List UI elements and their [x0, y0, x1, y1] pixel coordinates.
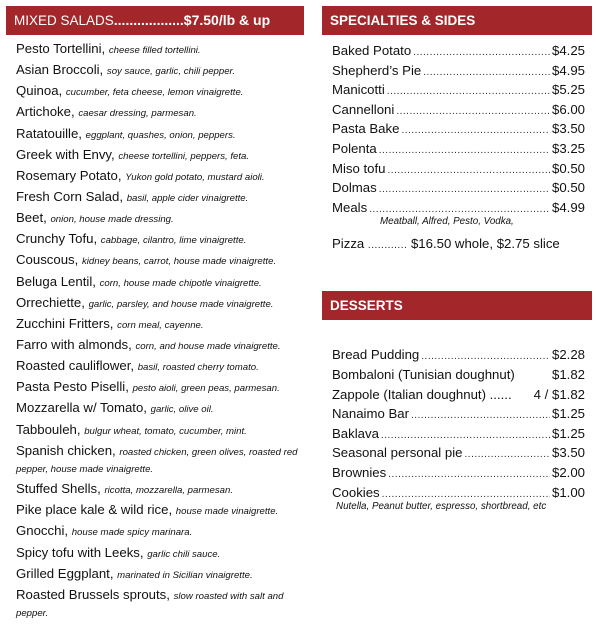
menu-item: Pasta Bake ..... $3.50: [332, 119, 585, 139]
cookies-note: Nutella, Peanut butter, espresso, shortbread, etc: [336, 501, 547, 513]
salad-item: Roasted Brussels sprouts, slow roasted with salt and pepper.: [16, 586, 284, 620]
salad-item: Mozzarella w/ Tomato, garlic, olive oil.: [16, 400, 214, 416]
menu-item: Miso tofu ..... $0.50: [332, 159, 585, 179]
pizza-label: Pizza: [332, 236, 365, 252]
specialties-banner: [322, 6, 592, 35]
salad-item: Spanish chicken, roasted chicken, green olives, roasted red pepper, house made vinaigrette.: [16, 442, 298, 475]
menu-item: Zappole (Italian doughnut) ...... 4 / $1.82: [332, 386, 585, 402]
salad-item: Spicy tofu with Leeks, garlic chili sauce.: [16, 544, 221, 560]
menu-item: Seasonal personal pie ..... $3.50: [332, 443, 585, 463]
menu-item: Brownies ..... $2.00: [332, 463, 585, 483]
leader-dots: [465, 445, 550, 465]
right-column: [322, 6, 592, 514]
salad-item: Quinoa, cucumber, feta cheese, lemon vinaigrette.: [16, 83, 244, 99]
pizza-line: [332, 236, 585, 251]
salad-item: Pasta Pesto Piselli, pesto aioli, green peas, parmesan.: [16, 379, 280, 395]
salad-item: Ratatouille, eggplant, quashes, onion, peppers.: [16, 125, 236, 141]
leader-dots: [401, 121, 550, 141]
desserts-title: DESSERTS: [330, 298, 403, 314]
menu-item: Baklava ..... $1.25: [332, 424, 585, 444]
menu-item: Manicotti ..... $5.25: [332, 80, 585, 100]
salad-item: Asian Broccoli, soy sauce, garlic, chili pepper.: [16, 62, 236, 78]
menu-item: Dolmas ..... $0.50: [332, 178, 585, 198]
specialties-title: SPECIALTIES & SIDES: [330, 13, 476, 28]
desserts-banner: [322, 291, 592, 320]
salad-item: Stuffed Shells, ricotta, mozzarella, parmesan.: [16, 481, 233, 497]
salad-item: Orrechiette, garlic, parsley, and house made vinaigrette.: [16, 294, 274, 310]
meals-note: Meatball, Alfred, Pesto, Vodka,: [380, 216, 514, 228]
leader-dots: [423, 63, 550, 83]
leader-dots: [411, 406, 550, 426]
salad-item: Couscous, kidney beans, carrot, house made vinaigrette.: [16, 252, 277, 268]
pizza-dots: ............: [367, 240, 408, 252]
menu-item: Polenta ..... $3.25: [332, 139, 585, 159]
menu-item: Baked Potato ..... $4.25: [332, 41, 585, 61]
menu-item: Bread Pudding ..... $2.28: [332, 345, 585, 365]
specialties-list: [332, 41, 585, 251]
leader-dots: [413, 43, 550, 63]
menu-item: Shepherd’s Pie ..... $4.95: [332, 61, 585, 81]
salad-item: Beet, onion, house made dressing.: [16, 210, 174, 226]
leader-dots: [388, 161, 550, 181]
leader-dots: [387, 82, 550, 102]
leader-dots: [379, 141, 550, 161]
salad-item: Zucchini Fritters, corn meal, cayenne.: [16, 315, 204, 331]
mixed-salads-price: ..................$7.50/lb & up: [113, 12, 271, 28]
menu-item: Bombaloni (Tunisian doughnut) $1.82: [332, 366, 585, 382]
salad-item: Tabbouleh, bulgur wheat, tomato, cucumber, mint.: [16, 421, 247, 437]
salad-item: Farro with almonds, corn, and house made vinaigrette.: [16, 336, 281, 352]
salad-item: Artichoke, caesar dressing, parmesan.: [16, 104, 197, 120]
salad-item: Pesto Tortellini, cheese filled tortellini.: [16, 41, 201, 56]
salad-item: Beluga Lentil, corn, house made chipotle vinaigrette.: [16, 273, 262, 289]
desserts-list: [332, 345, 585, 514]
leader-dots: [379, 180, 550, 200]
salad-item: Fresh Corn Salad, basil, apple cider vinaigrette.: [16, 188, 249, 204]
menu-item: Meals ..... $4.99: [332, 198, 585, 218]
menu-item: Cannelloni ..... $6.00: [332, 100, 585, 120]
mixed-salads-section: [6, 6, 302, 625]
salad-item: Greek with Envy, cheese tortellini, peppers, feta.: [16, 146, 250, 162]
mixed-salads-title: MIXED SALADS: [14, 13, 114, 28]
pizza-price: $16.50 whole, $2.75 slice: [410, 236, 560, 252]
leader-dots: [388, 465, 550, 485]
salad-item: Gnocchi, house made spicy marinara.: [16, 523, 193, 539]
salad-item: Roasted cauliflower, basil, roasted cherry tomato.: [16, 358, 259, 374]
menu-item: Cookies ..... $1.00: [332, 483, 585, 503]
salad-item: Pike place kale & wild rice, house made vinaigrette.: [16, 502, 279, 518]
salad-item: Crunchy Tofu, cabbage, cilantro, lime vinaigrette.: [16, 231, 247, 247]
salad-item: Rosemary Potato, Yukon gold potato, mustard aioli.: [16, 167, 265, 183]
leader-dots: [396, 102, 550, 122]
salad-list: [16, 41, 306, 621]
menu-item: Nanaimo Bar ..... $1.25: [332, 404, 585, 424]
mixed-salads-banner: [6, 6, 304, 35]
salad-item: Grilled Eggplant, marinated in Sicilian vinaigrette.: [16, 565, 253, 581]
